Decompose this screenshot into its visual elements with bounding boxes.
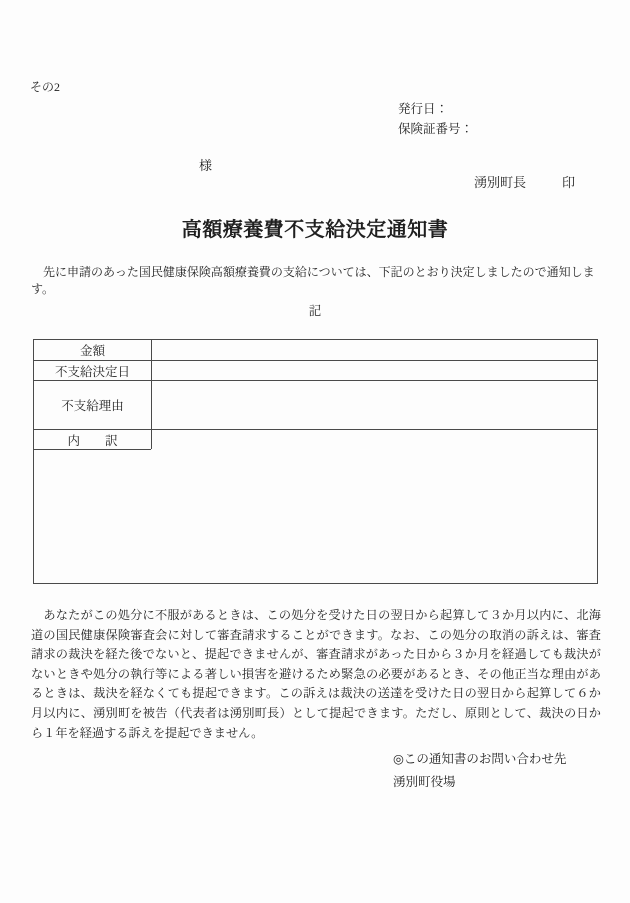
decision-date-label: 不支給決定日 xyxy=(54,364,130,379)
mayor-title: 湧別町長 xyxy=(474,175,527,190)
appeal-notice: あなたがこの処分に不服があるときは、この処分を受けた日の翌日から起算して３か月以内に、北海道の国民健康保険審査会に対して審査請求することができます。なお、この処分の取消の訴えは、審査請求の裁決を経た後でないと、提起できませんが、審査請求があった日から３か月を経過しても裁決がないときや処分の執行等による著しい損害を避けるため緊急の必要があるとき、その他正当な理由があるときは、裁決を経なくても提起できます。この訴えは裁決の送達を受けた日の翌日から起算して６か月以内に、湧別町を被告（代表者は湧別町長）として提起できます。ただし、原則として、裁決の日から１年を経過する訴えを提起できません。 xyxy=(31,608,601,740)
intro-paragraph: 先に申請のあった国民健康保険高額療養費の支給については、下記のとおり決定しましたので通知します。 xyxy=(31,265,595,296)
seal-placeholder: 印 xyxy=(562,175,576,190)
contact-heading: ◎この通知書のお問い合わせ先 xyxy=(393,752,567,766)
document-title: 高額療養費不支給決定通知書 xyxy=(181,219,449,241)
table-row-divider xyxy=(34,449,151,450)
decision-table xyxy=(33,339,598,584)
seal-gap xyxy=(526,172,562,191)
amount-value-cell xyxy=(152,340,597,360)
mayor-seal-line xyxy=(474,172,575,191)
reason-label: 不支給理由 xyxy=(61,399,124,413)
ki-heading: 記 xyxy=(308,304,322,318)
amount-label: 金額 xyxy=(79,344,105,358)
form-code: その2 xyxy=(30,80,61,94)
breakdown-value-cell xyxy=(152,430,597,584)
addressee-suffix: 様 xyxy=(199,158,213,173)
decision-date-value-cell xyxy=(152,361,597,380)
issue-date-label: 発行日： xyxy=(398,102,449,116)
insurance-number-label: 保険証番号： xyxy=(398,122,474,136)
contact-block xyxy=(393,748,566,794)
breakdown-label: 内 訳 xyxy=(67,433,118,448)
contact-office: 湧別町役場 xyxy=(393,775,456,789)
reason-value-cell xyxy=(152,381,597,429)
